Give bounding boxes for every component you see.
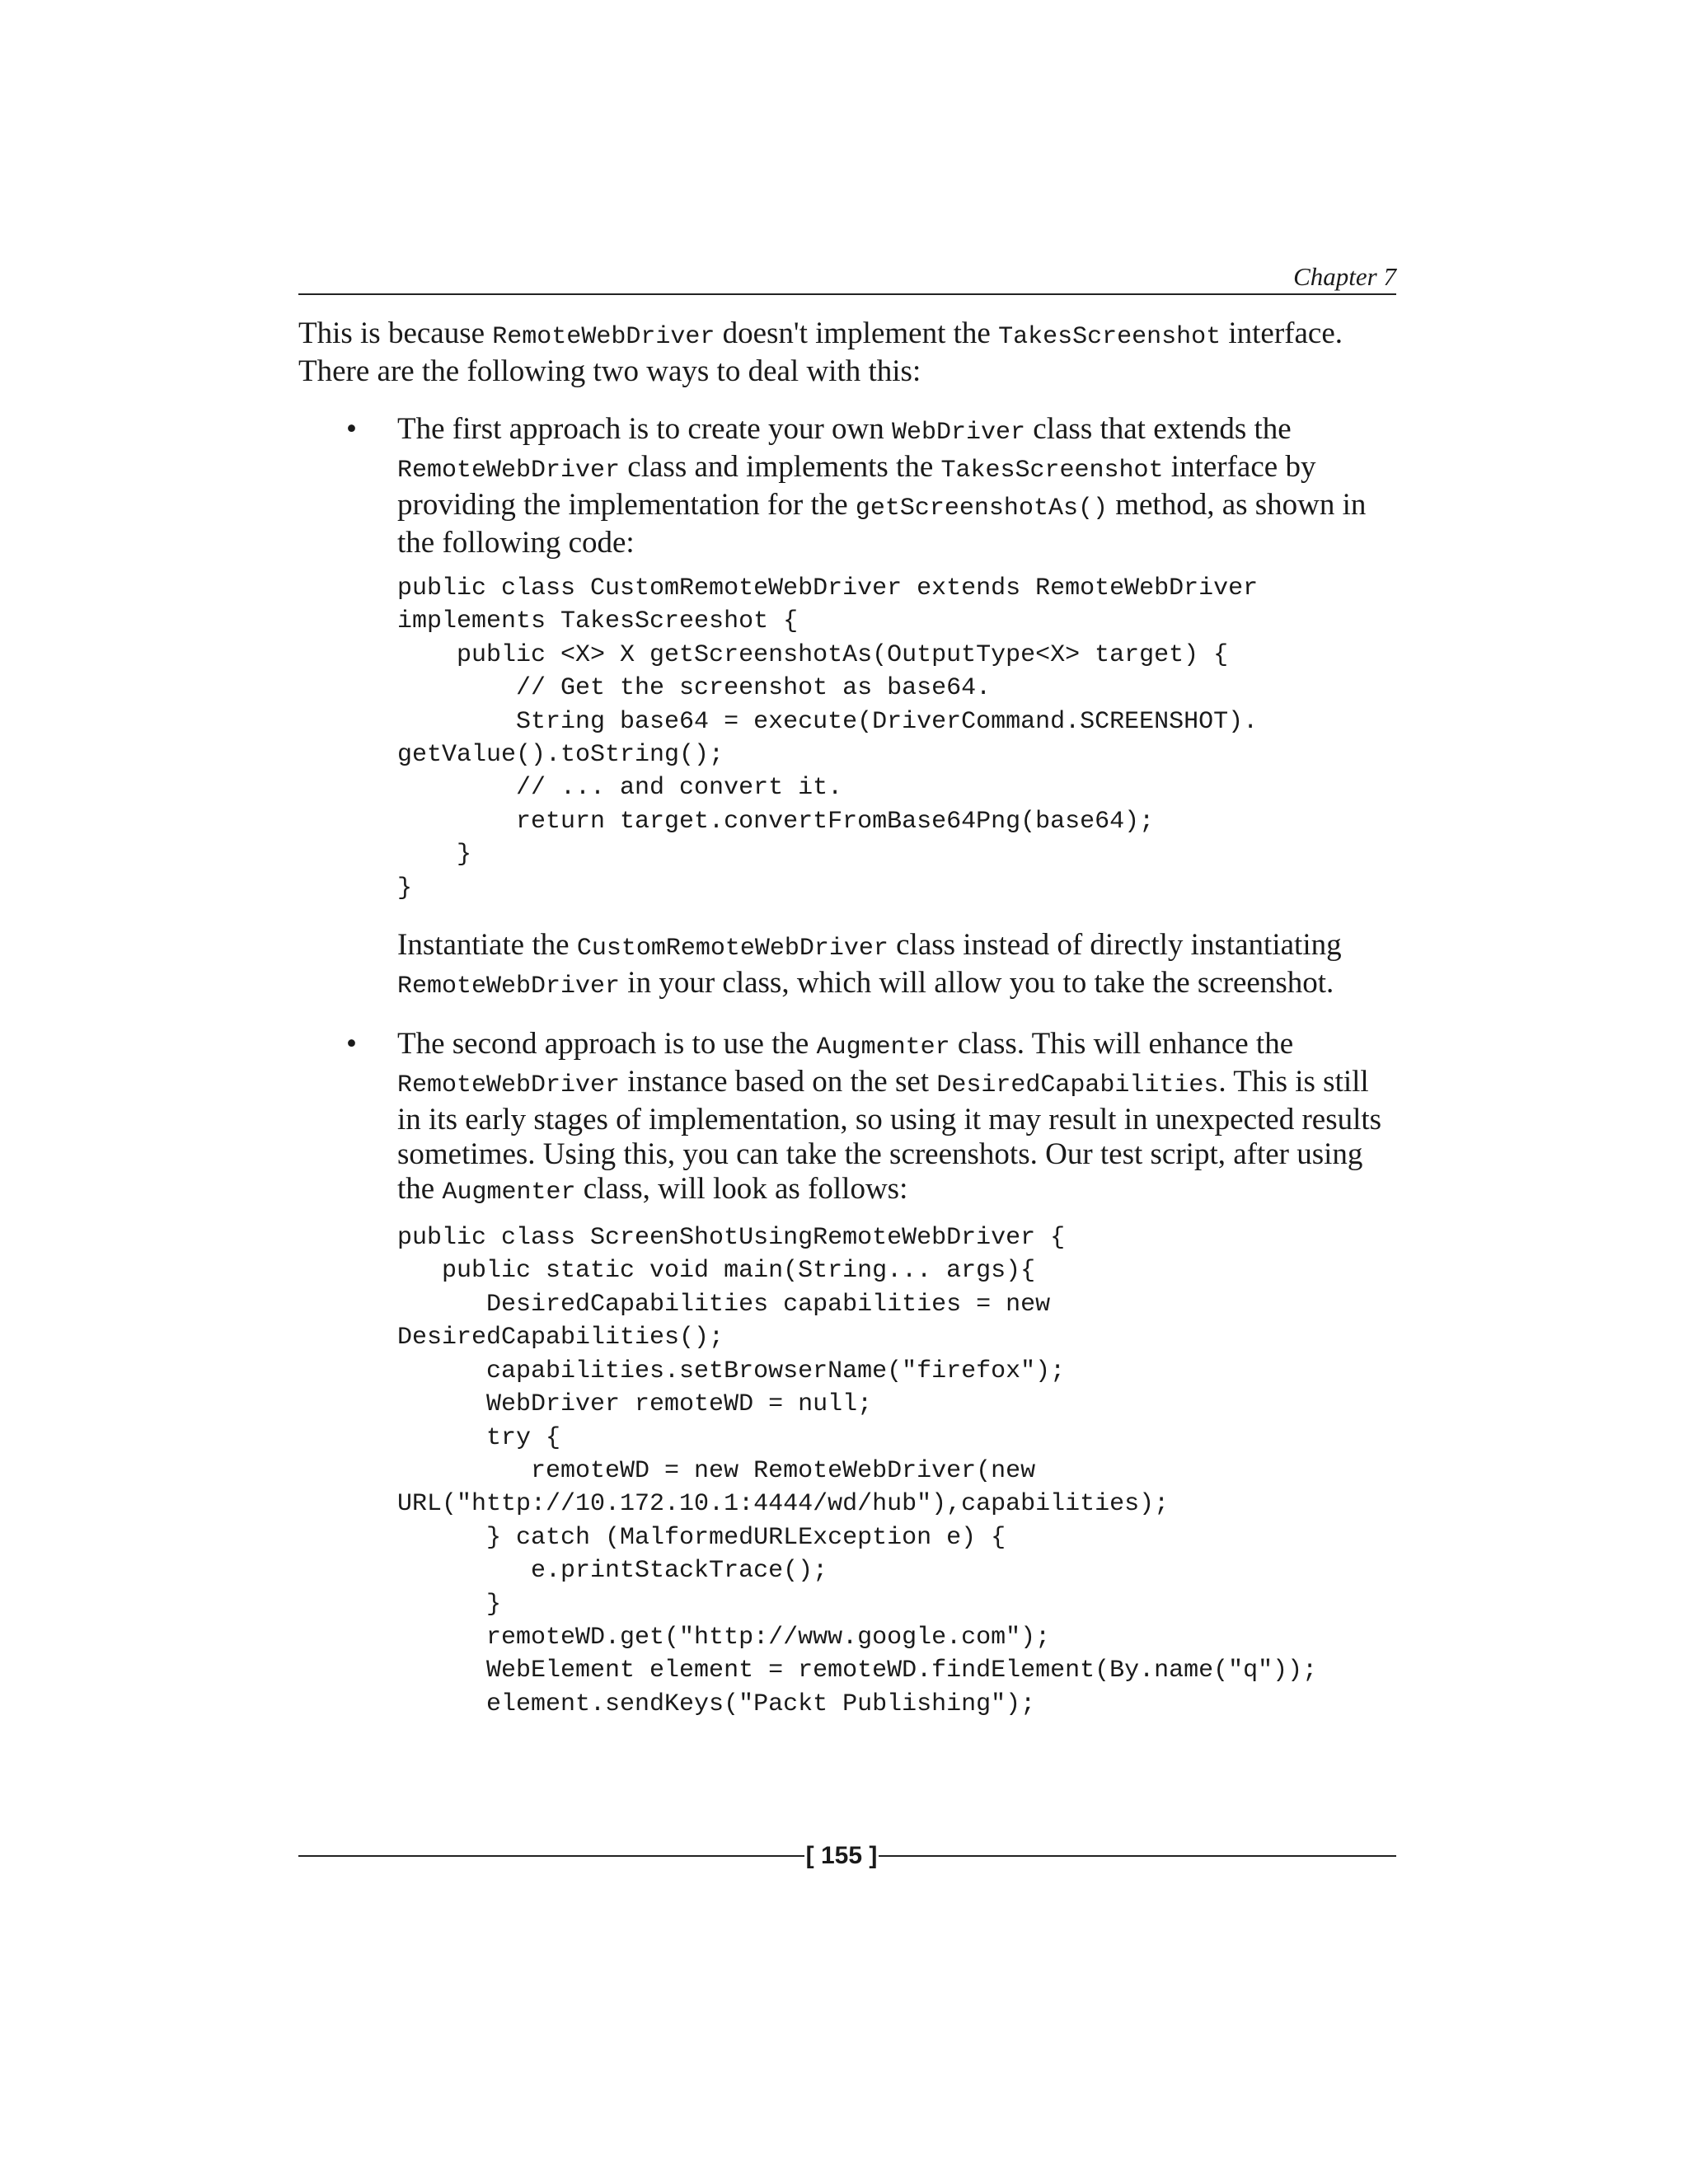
code-block-custom-remote-webdriver: public class CustomRemoteWebDriver extends RemoteWebDriver implements TakesScreeshot { public <X> X getScreenshotAs(OutputType<X> target) { // Get the screenshot as base64. String base64 = execute(DriverCommand.SCREENSHOT). getValue().toString(); // ... and convert it. return target.convertFromBase64Png(base64); } } [397,574,1259,902]
bullet1-text-4: interface by providing the implementation for the [397,450,1316,522]
chapter-title: Chapter 7 [1293,262,1396,291]
intro-text-1: This is because [298,316,493,350]
intro-paragraph [298,316,1396,389]
bullet2-text-3: instance based on the set [620,1065,937,1099]
page-body [298,316,1396,1721]
page-header [298,257,1396,295]
bullet1-paragraph [397,412,1396,560]
bullet1-after-text-3: in your class, which will allow you to take the screenshot. [620,966,1334,1001]
bullet1-after-text-2: class instead of directly instantiating [888,928,1342,963]
bullet1-after-code-paragraph [397,928,1396,1004]
bullet-item-second-approach [298,1027,1396,1721]
footer-rule-right [879,1855,1396,1857]
bullet-marker: • [346,1027,357,1062]
page-footer [298,1840,1396,1872]
bullet2-text-5: class, will look as follows: [575,1172,908,1207]
bullet1-after-code-remotewebdriver: RemoteWebDriver [397,972,621,1001]
bullet1-code-takesscreenshot: TakesScreenshot [940,457,1164,485]
intro-code-remotewebdriver: RemoteWebDriver [492,323,715,351]
bullet2-text-4: . This is still in its early stages of implementation, so using it may result in unexpected results sometimes. Using this, you can take the screenshots. Our test script, after using the [397,1065,1382,1207]
bullet-marker: • [346,412,357,446]
bullet1-text-2: class that extends the [1025,412,1292,446]
bullet1-code-getscreenshotas: getScreenshotAs() [855,494,1108,523]
bullet2-code-augmenter-2: Augmenter [442,1179,576,1207]
bullet1-code-webdriver: WebDriver [892,419,1026,447]
bullet1-text-5: method, as shown in the following code: [397,488,1367,560]
bullet-item-first-approach [298,412,1396,1004]
bullet1-code-remotewebdriver: RemoteWebDriver [397,457,621,485]
bullet2-text-1: The second approach is to use the [397,1027,817,1062]
bullet1-text-3: class and implements the [620,450,941,484]
intro-code-takesscreenshot: TakesScreenshot [998,323,1221,351]
intro-text-2: doesn't implement the [715,316,999,350]
footer-rule-left [298,1855,804,1857]
bullet2-paragraph [397,1027,1396,1210]
code-block-screenshot-using-remote-webdriver: public class ScreenShotUsingRemoteWebDriver { public static void main(String... args){ DesiredCapabilities capabilities = new DesiredCapabilities(); capabilities.setBrowserName("firefox"); WebDriver remoteWD = null; try { remoteWD = new RemoteWebDriver(new URL("http://10.172.10.1:4444/wd/hub"),capabilities); } catch (MalformedURLException e) { e.printStackTrace(); } remoteWD.get("http://www.google.com"); WebElement element = remoteWD.findElement(By.name("q")); element.sendKeys("Packt Publishing"); [397,1224,1318,1718]
bullet2-text-2: class. This will enhance the [950,1027,1294,1062]
page-number: [ 155 ] [805,1842,878,1869]
bullet2-code-augmenter: Augmenter [816,1033,950,1062]
bullet1-after-code-customremotewebdriver: CustomRemoteWebDriver [576,935,889,963]
intro-text-3: interface. There are the following two ways to deal with this: [298,316,1343,388]
bullet1-after-text-1: Instantiate the [397,928,577,963]
bullet2-code-remotewebdriver: RemoteWebDriver [397,1071,621,1100]
bullet1-text-1: The first approach is to create your own [397,412,893,446]
bullet2-code-desiredcapabilities: DesiredCapabilities [936,1071,1219,1100]
